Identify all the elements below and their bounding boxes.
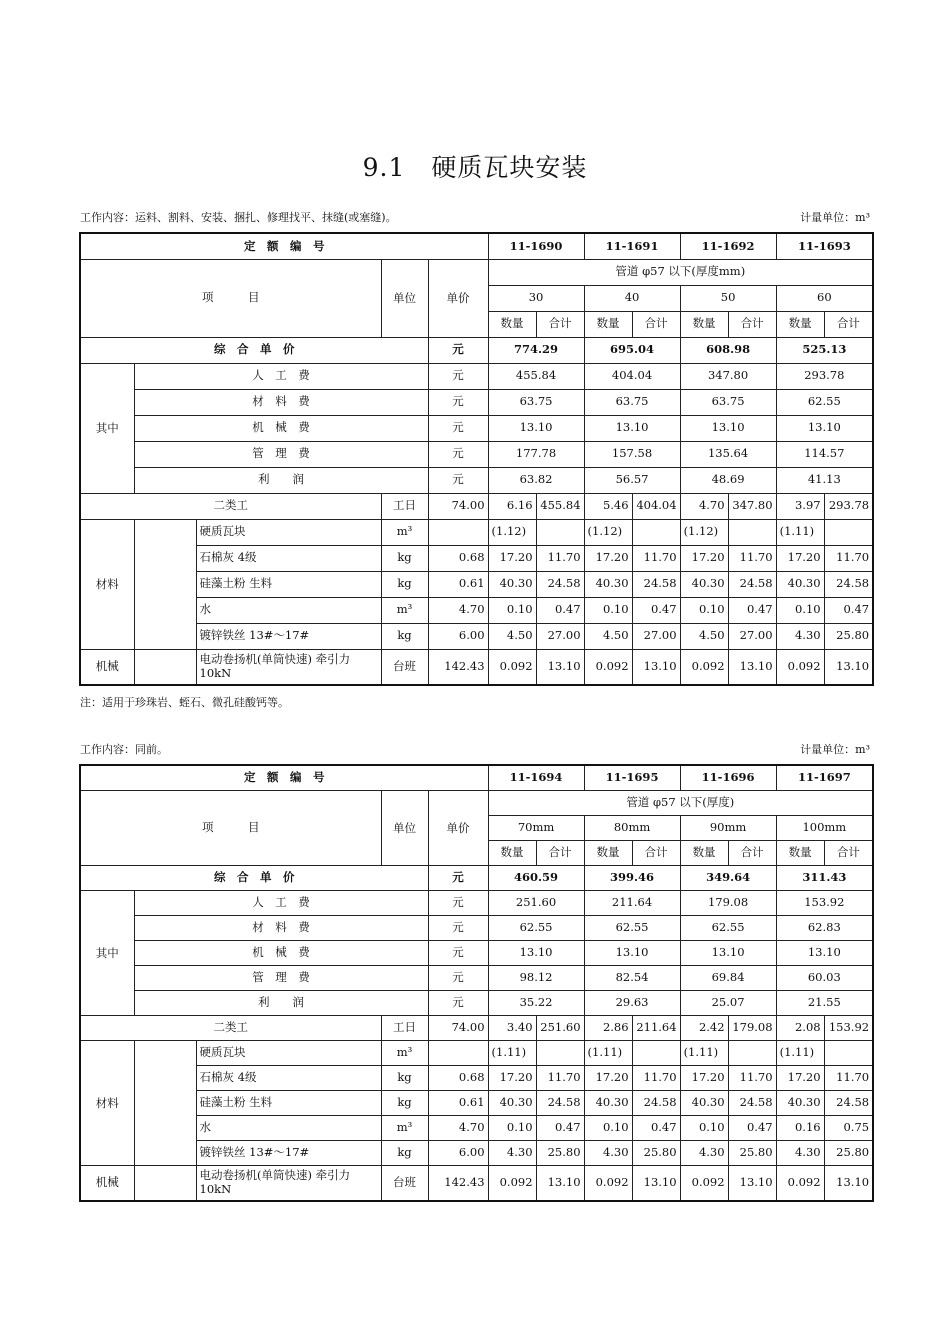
- material-qty: 4.50: [488, 623, 536, 649]
- cost-value: 179.08: [680, 891, 776, 916]
- cost-value: 35.22: [488, 991, 584, 1016]
- cost-value: 62.55: [488, 916, 584, 941]
- cost-value: 13.10: [488, 415, 584, 441]
- material-qty: 4.30: [488, 1141, 536, 1166]
- material-qty: 0.10: [488, 597, 536, 623]
- material-total: 11.70: [632, 545, 680, 571]
- labor-qty: 4.70: [680, 493, 728, 519]
- qty-header: 数量: [776, 311, 824, 337]
- of-which-label: 其中: [80, 891, 134, 1016]
- material-price: 4.70: [428, 1116, 488, 1141]
- spec-header: 管道 φ57 以下(厚度): [488, 791, 873, 816]
- quota-code: 11-1693: [776, 233, 873, 259]
- quota-code: 11-1691: [584, 233, 680, 259]
- labor-total: 153.92: [824, 1016, 873, 1041]
- cost-value: 114.57: [776, 441, 873, 467]
- material-qty: (1.12): [680, 519, 728, 545]
- material-price: [428, 1041, 488, 1066]
- qty-header: 数量: [680, 311, 728, 337]
- cost-row-unit: 元: [428, 467, 488, 493]
- quota-no-label: 定 额 编 号: [80, 233, 488, 259]
- cost-value: 211.64: [584, 891, 680, 916]
- material-total: 0.47: [728, 1116, 776, 1141]
- material-qty: 17.20: [488, 1066, 536, 1091]
- material-price: 4.70: [428, 597, 488, 623]
- material-name: 水: [196, 597, 381, 623]
- spec-value: 70mm: [488, 816, 584, 841]
- qty-header: 数量: [776, 841, 824, 866]
- material-price: 0.68: [428, 545, 488, 571]
- cost-value: 63.82: [488, 467, 584, 493]
- material-total: [728, 1041, 776, 1066]
- cost-value: 29.63: [584, 991, 680, 1016]
- labor-total: 211.64: [632, 1016, 680, 1041]
- material-qty: 4.30: [680, 1141, 728, 1166]
- cost-row-unit: 元: [428, 363, 488, 389]
- machine-qty: 0.092: [680, 649, 728, 685]
- machinery-blank: [134, 649, 196, 685]
- spec-value: 50: [680, 285, 776, 311]
- machinery-label: 机械: [80, 1166, 134, 1201]
- material-total: [632, 1041, 680, 1066]
- material-total: 25.80: [824, 1141, 873, 1166]
- item-header: 项 目: [80, 259, 381, 337]
- qty-header: 数量: [584, 841, 632, 866]
- material-qty: 40.30: [680, 1091, 728, 1116]
- total-header: 合计: [824, 841, 873, 866]
- materials-blank: [134, 1041, 196, 1166]
- material-total: 24.58: [536, 1091, 584, 1116]
- labor-total: 404.04: [632, 493, 680, 519]
- material-qty: (1.11): [776, 1041, 824, 1066]
- machine-qty: 0.092: [776, 1166, 824, 1201]
- material-total: [536, 1041, 584, 1066]
- material-price: 6.00: [428, 1141, 488, 1166]
- machine-total: 13.10: [728, 649, 776, 685]
- material-total: 0.47: [536, 1116, 584, 1141]
- work-content: 工作内容：同前。: [80, 743, 168, 756]
- material-total: 0.47: [632, 1116, 680, 1141]
- material-price: 0.61: [428, 1091, 488, 1116]
- comp-price-value: 311.43: [776, 866, 873, 891]
- material-total: 27.00: [536, 623, 584, 649]
- qty-header: 数量: [584, 311, 632, 337]
- material-qty: 17.20: [584, 1066, 632, 1091]
- machine-total: 13.10: [824, 649, 873, 685]
- comp-price-value: 460.59: [488, 866, 584, 891]
- machine-total: 13.10: [536, 1166, 584, 1201]
- material-unit: kg: [381, 1091, 428, 1116]
- cost-row-unit: 元: [428, 941, 488, 966]
- cost-value: 62.55: [680, 916, 776, 941]
- cost-row-label: 人 工 费: [134, 363, 428, 389]
- comp-price-label: 综 合 单 价: [80, 337, 428, 363]
- material-unit: m³: [381, 597, 428, 623]
- total-header: 合计: [536, 841, 584, 866]
- comp-price-value: 608.98: [680, 337, 776, 363]
- labor-name: 二类工: [80, 1016, 381, 1041]
- material-price: 6.00: [428, 623, 488, 649]
- labor-qty: 3.97: [776, 493, 824, 519]
- cost-row-label: 机 械 费: [134, 941, 428, 966]
- item-header: 项 目: [80, 791, 381, 866]
- cost-value: 13.10: [776, 415, 873, 441]
- material-total: 24.58: [824, 1091, 873, 1116]
- comp-price-label: 综 合 单 价: [80, 866, 428, 891]
- material-name: 镀锌铁丝 13#～17#: [196, 623, 381, 649]
- cost-value: 82.54: [584, 966, 680, 991]
- total-header: 合计: [728, 841, 776, 866]
- material-name: 硬质瓦块: [196, 519, 381, 545]
- material-price: 0.68: [428, 1066, 488, 1091]
- material-qty: 17.20: [680, 1066, 728, 1091]
- cost-row-label: 利 润: [134, 467, 428, 493]
- labor-qty: 2.86: [584, 1016, 632, 1041]
- cost-row-label: 材 料 费: [134, 916, 428, 941]
- material-total: [632, 519, 680, 545]
- cost-value: 13.10: [776, 941, 873, 966]
- material-name: 硬质瓦块: [196, 1041, 381, 1066]
- material-total: 0.47: [536, 597, 584, 623]
- material-name: 硅藻土粉 生料: [196, 1091, 381, 1116]
- cost-row-unit: 元: [428, 966, 488, 991]
- material-qty: 0.10: [776, 597, 824, 623]
- unit-header: 单位: [381, 259, 428, 337]
- quota-code: 11-1690: [488, 233, 584, 259]
- material-qty: 0.16: [776, 1116, 824, 1141]
- material-name: 石棉灰 4级: [196, 1066, 381, 1091]
- cost-value: 157.58: [584, 441, 680, 467]
- cost-value: 60.03: [776, 966, 873, 991]
- comp-price-value: 399.46: [584, 866, 680, 891]
- material-total: 11.70: [728, 1066, 776, 1091]
- material-unit: kg: [381, 545, 428, 571]
- materials-label: 材料: [80, 1041, 134, 1166]
- machine-price: 142.43: [428, 1166, 488, 1201]
- work-content: 工作内容：运料、割料、安装、捆扎、修理找平、抹缝(或塞缝)。: [80, 211, 397, 224]
- cost-value: 62.55: [776, 389, 873, 415]
- material-qty: 40.30: [488, 1091, 536, 1116]
- material-qty: 40.30: [680, 571, 728, 597]
- cost-value: 153.92: [776, 891, 873, 916]
- machine-unit: 台班: [381, 649, 428, 685]
- comp-price-unit: 元: [428, 866, 488, 891]
- material-qty: 17.20: [776, 545, 824, 571]
- cost-value: 69.84: [680, 966, 776, 991]
- quota-code: 11-1697: [776, 765, 873, 791]
- material-name: 硅藻土粉 生料: [196, 571, 381, 597]
- material-total: 11.70: [824, 1066, 873, 1091]
- machine-total: 13.10: [632, 649, 680, 685]
- price-header: 单价: [428, 791, 488, 866]
- material-unit: m³: [381, 1116, 428, 1141]
- price-header: 单价: [428, 259, 488, 337]
- material-total: 25.80: [632, 1141, 680, 1166]
- labor-qty: 6.16: [488, 493, 536, 519]
- material-total: 25.80: [824, 623, 873, 649]
- material-unit: kg: [381, 623, 428, 649]
- machine-total: 13.10: [536, 649, 584, 685]
- cost-row-unit: 元: [428, 441, 488, 467]
- material-qty: 4.30: [584, 1141, 632, 1166]
- cost-value: 13.10: [584, 415, 680, 441]
- material-total: [728, 519, 776, 545]
- material-qty: 0.10: [584, 1116, 632, 1141]
- cost-value: 177.78: [488, 441, 584, 467]
- material-unit: kg: [381, 1141, 428, 1166]
- material-name: 水: [196, 1116, 381, 1141]
- material-name: 石棉灰 4级: [196, 545, 381, 571]
- material-qty: (1.11): [584, 1041, 632, 1066]
- spec-value: 90mm: [680, 816, 776, 841]
- cost-row-unit: 元: [428, 891, 488, 916]
- material-qty: 17.20: [776, 1066, 824, 1091]
- material-total: [824, 1041, 873, 1066]
- qty-header: 数量: [680, 841, 728, 866]
- labor-qty: 2.42: [680, 1016, 728, 1041]
- material-total: 0.47: [824, 597, 873, 623]
- material-name: 镀锌铁丝 13#～17#: [196, 1141, 381, 1166]
- machine-total: 13.10: [632, 1166, 680, 1201]
- material-total: 27.00: [728, 623, 776, 649]
- cost-value: 135.64: [680, 441, 776, 467]
- labor-total: 251.60: [536, 1016, 584, 1041]
- material-unit: m³: [381, 1041, 428, 1066]
- machinery-label: 机械: [80, 649, 134, 685]
- cost-value: 347.80: [680, 363, 776, 389]
- cost-row-unit: 元: [428, 916, 488, 941]
- material-unit: m³: [381, 519, 428, 545]
- cost-value: 455.84: [488, 363, 584, 389]
- total-header: 合计: [632, 311, 680, 337]
- material-total: [824, 519, 873, 545]
- material-qty: (1.11): [776, 519, 824, 545]
- total-header: 合计: [824, 311, 873, 337]
- material-total: 27.00: [632, 623, 680, 649]
- material-qty: 40.30: [584, 1091, 632, 1116]
- cost-value: 62.83: [776, 916, 873, 941]
- comp-price-value: 774.29: [488, 337, 584, 363]
- table-note: 注：适用于珍珠岩、蛭石、微孔硅酸钙等。: [80, 696, 289, 709]
- qty-header: 数量: [488, 841, 536, 866]
- material-qty: 40.30: [488, 571, 536, 597]
- cost-row-label: 利 润: [134, 991, 428, 1016]
- materials-label: 材料: [80, 519, 134, 649]
- page-title: 9.1 硬质瓦块安装: [362, 153, 588, 182]
- machine-qty: 0.092: [680, 1166, 728, 1201]
- cost-value: 63.75: [584, 389, 680, 415]
- quota-table-1: [79, 232, 874, 686]
- material-total: 24.58: [632, 571, 680, 597]
- measure-unit: 计量单位：m³: [800, 743, 870, 756]
- material-qty: 17.20: [680, 545, 728, 571]
- material-qty: 40.30: [584, 571, 632, 597]
- spec-value: 100mm: [776, 816, 873, 841]
- material-total: 11.70: [536, 545, 584, 571]
- machine-unit: 台班: [381, 1166, 428, 1201]
- labor-total: 179.08: [728, 1016, 776, 1041]
- cost-row-unit: 元: [428, 415, 488, 441]
- machine-qty: 0.092: [584, 1166, 632, 1201]
- cost-value: 98.12: [488, 966, 584, 991]
- cost-value: 293.78: [776, 363, 873, 389]
- comp-price-value: 525.13: [776, 337, 873, 363]
- labor-qty: 3.40: [488, 1016, 536, 1041]
- cost-value: 21.55: [776, 991, 873, 1016]
- qty-header: 数量: [488, 311, 536, 337]
- material-unit: kg: [381, 571, 428, 597]
- material-total: 24.58: [728, 1091, 776, 1116]
- material-price: [428, 519, 488, 545]
- quota-table-2: [79, 764, 874, 1202]
- spec-header: 管道 φ57 以下(厚度mm): [488, 259, 873, 285]
- cost-row-unit: 元: [428, 389, 488, 415]
- spec-value: 30: [488, 285, 584, 311]
- cost-row-label: 人 工 费: [134, 891, 428, 916]
- material-total: 24.58: [824, 571, 873, 597]
- comp-price-value: 695.04: [584, 337, 680, 363]
- labor-name: 二类工: [80, 493, 381, 519]
- machinery-blank: [134, 1166, 196, 1201]
- labor-unit: 工日: [381, 493, 428, 519]
- machine-total: 13.10: [824, 1166, 873, 1201]
- spec-value: 60: [776, 285, 873, 311]
- labor-total: 347.80: [728, 493, 776, 519]
- material-qty: 0.10: [680, 1116, 728, 1141]
- total-header: 合计: [632, 841, 680, 866]
- material-qty: 4.30: [776, 623, 824, 649]
- material-qty: (1.11): [680, 1041, 728, 1066]
- machine-qty: 0.092: [776, 649, 824, 685]
- comp-price-unit: 元: [428, 337, 488, 363]
- quota-code: 11-1695: [584, 765, 680, 791]
- labor-unit: 工日: [381, 1016, 428, 1041]
- machine-qty: 0.092: [488, 649, 536, 685]
- machine-name: 电动卷扬机(单筒快速) 牵引力10kN: [196, 1166, 381, 1201]
- measure-unit: 计量单位：m³: [800, 211, 870, 224]
- cost-value: 13.10: [488, 941, 584, 966]
- cost-value: 62.55: [584, 916, 680, 941]
- cost-value: 63.75: [488, 389, 584, 415]
- cost-value: 404.04: [584, 363, 680, 389]
- quota-code: 11-1692: [680, 233, 776, 259]
- quota-code: 11-1696: [680, 765, 776, 791]
- material-qty: 0.10: [680, 597, 728, 623]
- material-total: [536, 519, 584, 545]
- quota-no-label: 定 额 编 号: [80, 765, 488, 791]
- cost-row-label: 管 理 费: [134, 441, 428, 467]
- material-qty: 17.20: [584, 545, 632, 571]
- material-unit: kg: [381, 1066, 428, 1091]
- cost-value: 251.60: [488, 891, 584, 916]
- cost-row-label: 材 料 费: [134, 389, 428, 415]
- machine-qty: 0.092: [488, 1166, 536, 1201]
- material-qty: 40.30: [776, 571, 824, 597]
- labor-qty: 5.46: [584, 493, 632, 519]
- cost-row-label: 管 理 费: [134, 966, 428, 991]
- material-qty: 40.30: [776, 1091, 824, 1116]
- spec-value: 40: [584, 285, 680, 311]
- material-total: 25.80: [728, 1141, 776, 1166]
- labor-price: 74.00: [428, 493, 488, 519]
- material-total: 11.70: [824, 545, 873, 571]
- machine-qty: 0.092: [584, 649, 632, 685]
- material-qty: 0.10: [488, 1116, 536, 1141]
- cost-value: 13.10: [680, 941, 776, 966]
- cost-value: 56.57: [584, 467, 680, 493]
- material-total: 24.58: [536, 571, 584, 597]
- materials-blank: [134, 519, 196, 649]
- cost-value: 13.10: [680, 415, 776, 441]
- labor-total: 293.78: [824, 493, 873, 519]
- material-qty: 4.50: [680, 623, 728, 649]
- cost-value: 41.13: [776, 467, 873, 493]
- material-total: 25.80: [536, 1141, 584, 1166]
- unit-header: 单位: [381, 791, 428, 866]
- material-total: 0.47: [728, 597, 776, 623]
- machine-name: 电动卷扬机(单筒快速) 牵引力10kN: [196, 649, 381, 685]
- cost-value: 25.07: [680, 991, 776, 1016]
- spec-value: 80mm: [584, 816, 680, 841]
- cost-value: 63.75: [680, 389, 776, 415]
- material-total: 11.70: [536, 1066, 584, 1091]
- cost-value: 48.69: [680, 467, 776, 493]
- material-total: 0.47: [632, 597, 680, 623]
- material-price: 0.61: [428, 571, 488, 597]
- material-total: 24.58: [632, 1091, 680, 1116]
- total-header: 合计: [728, 311, 776, 337]
- cost-row-unit: 元: [428, 991, 488, 1016]
- cost-row-label: 机 械 费: [134, 415, 428, 441]
- comp-price-value: 349.64: [680, 866, 776, 891]
- labor-qty: 2.08: [776, 1016, 824, 1041]
- material-qty: 4.30: [776, 1141, 824, 1166]
- cost-value: 13.10: [584, 941, 680, 966]
- machine-price: 142.43: [428, 649, 488, 685]
- material-qty: 4.50: [584, 623, 632, 649]
- material-total: 0.75: [824, 1116, 873, 1141]
- of-which-label: 其中: [80, 363, 134, 493]
- machine-total: 13.10: [728, 1166, 776, 1201]
- material-qty: (1.11): [488, 1041, 536, 1066]
- material-qty: 0.10: [584, 597, 632, 623]
- material-total: 24.58: [728, 571, 776, 597]
- total-header: 合计: [536, 311, 584, 337]
- labor-price: 74.00: [428, 1016, 488, 1041]
- material-total: 11.70: [632, 1066, 680, 1091]
- quota-code: 11-1694: [488, 765, 584, 791]
- material-qty: (1.12): [584, 519, 632, 545]
- material-total: 11.70: [728, 545, 776, 571]
- material-qty: 17.20: [488, 545, 536, 571]
- labor-total: 455.84: [536, 493, 584, 519]
- material-qty: (1.12): [488, 519, 536, 545]
